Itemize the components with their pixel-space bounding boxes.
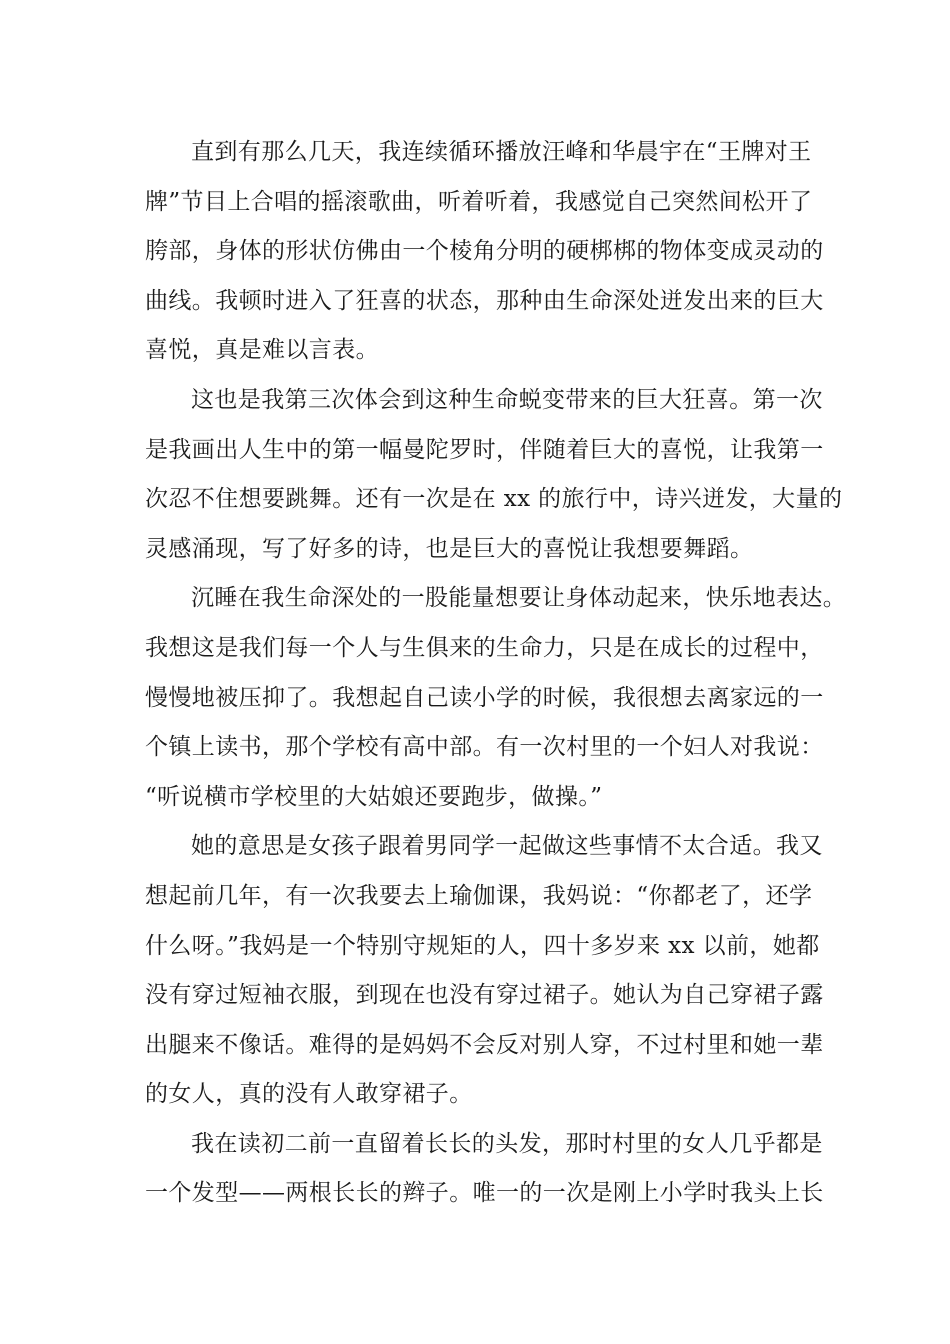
text-line: 灵感涌现，写了好多的诗，也是巨大的喜悦让我想要舞蹈。 (145, 535, 754, 562)
text-line: 牌”节目上合唱的摇滚歌曲，听着听着，我感觉自己突然间松开了 (145, 188, 813, 215)
text-line: 一个发型——两根长长的辫子。唯一的一次是刚上小学时我头上长 (145, 1180, 824, 1207)
text-line: 慢慢地被压抑了。我想起自己读小学的时候，我很想去离家远的一 (145, 684, 824, 711)
text-line: 喜悦，真是难以言表。 (145, 337, 379, 364)
text-line: 个镇上读书，那个学校有高中部。有一次村里的一个妇人对我说： (145, 734, 824, 761)
text-line: 没有穿过短袖衣服，到现在也没有穿过裙子。她认为自己穿裙子露 (145, 982, 824, 1009)
text-line: 的女人，真的没有人敢穿裙子。 (145, 1081, 473, 1108)
paragraph-2 (145, 376, 843, 574)
text-line: 沉睡在我生命深处的一股能量想要让身体动起来，快乐地表达。 (191, 585, 847, 612)
paragraph-3 (145, 574, 847, 822)
paragraph-5 (145, 1120, 824, 1219)
text-line: 次忍不住想要跳舞。还有一次是在 xx 的旅行中，诗兴迸发，大量的 (145, 486, 843, 513)
text-line: 她的意思是女孩子跟着男同学一起做这些事情不太合适。我又 (191, 833, 823, 860)
paragraph-1 (145, 128, 824, 376)
text-line: “听说横市学校里的大姑娘还要跑步，做操。” (145, 783, 603, 810)
text-line: 是我画出人生中的第一幅曼陀罗时，伴随着巨大的喜悦，让我第一 (145, 436, 824, 463)
text-line: 想起前几年，有一次我要去上瑜伽课，我妈说：“你都老了，还学 (145, 882, 813, 909)
text-line: 什么呀。”我妈是一个特别守规矩的人，四十多岁来 xx 以前，她都 (145, 932, 820, 959)
text-line: 这也是我第三次体会到这种生命蜕变带来的巨大狂喜。第一次 (191, 386, 823, 413)
text-line: 曲线。我顿时进入了狂喜的状态，那种由生命深处迸发出来的巨大 (145, 287, 824, 314)
text-line: 我想这是我们每一个人与生俱来的生命力，只是在成长的过程中， (145, 634, 824, 661)
text-line: 出腿来不像话。难得的是妈妈不会反对别人穿，不过村里和她一辈 (145, 1031, 824, 1058)
text-line: 胯部，身体的形状仿佛由一个棱角分明的硬梆梆的物体变成灵动的 (145, 238, 824, 265)
document-body (145, 128, 847, 1219)
paragraph-4 (145, 822, 824, 1120)
text-line: 直到有那么几天，我连续循环播放汪峰和华晨宇在“王牌对王 (191, 139, 812, 165)
text-line: 我在读初二前一直留着长长的头发，那时村里的女人几乎都是 (191, 1130, 823, 1157)
